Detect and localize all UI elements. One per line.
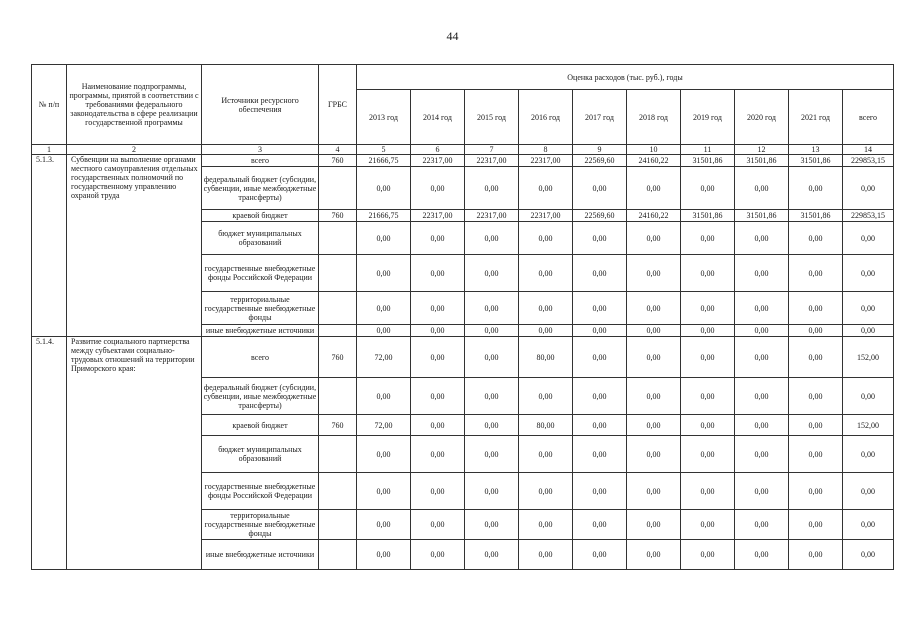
value-cell: 0,00 xyxy=(735,510,789,540)
grbs-code xyxy=(319,378,357,415)
item-name: Субвенции на выполнение органами местного самоуправления отдельных государственных полномочий по государственному управлению охраной труда xyxy=(67,155,202,337)
value-cell: 0,00 xyxy=(465,378,519,415)
column-number: 3 xyxy=(202,145,319,155)
value-cell: 0,00 xyxy=(843,540,894,570)
value-cell: 0,00 xyxy=(465,292,519,325)
value-cell: 0,00 xyxy=(627,510,681,540)
grbs-code xyxy=(319,325,357,337)
value-cell: 229853,15 xyxy=(843,155,894,167)
header-col-num: № п/п xyxy=(32,65,67,145)
value-cell: 0,00 xyxy=(627,337,681,378)
column-number: 7 xyxy=(465,145,519,155)
grbs-code xyxy=(319,292,357,325)
header-col-name: Наименование подпрограммы, программы, приятой в соответствии с требованиями федерального законодательства в сфере реализации государственной программы xyxy=(67,65,202,145)
value-cell: 21666,75 xyxy=(357,210,411,222)
funding-source: всего xyxy=(202,337,319,378)
value-cell: 22317,00 xyxy=(465,155,519,167)
value-cell: 0,00 xyxy=(789,222,843,255)
value-cell: 0,00 xyxy=(735,255,789,292)
value-cell: 0,00 xyxy=(411,473,465,510)
value-cell: 0,00 xyxy=(519,167,573,210)
value-cell: 0,00 xyxy=(735,436,789,473)
item-name: Развитие социального партнерства между субъектами социально-трудовых отношений на территории Приморского края: xyxy=(67,337,202,570)
value-cell: 0,00 xyxy=(843,222,894,255)
value-cell: 0,00 xyxy=(843,255,894,292)
value-cell: 0,00 xyxy=(843,510,894,540)
value-cell: 0,00 xyxy=(789,167,843,210)
header-year: 2017 год xyxy=(573,90,627,145)
value-cell: 0,00 xyxy=(519,540,573,570)
value-cell: 0,00 xyxy=(573,325,627,337)
funding-source: государственные внебюджетные фонды Российской Федерации xyxy=(202,255,319,292)
value-cell: 0,00 xyxy=(357,325,411,337)
value-cell: 0,00 xyxy=(465,255,519,292)
value-cell: 31501,86 xyxy=(735,210,789,222)
header-year: всего xyxy=(843,90,894,145)
value-cell: 0,00 xyxy=(573,415,627,436)
value-cell: 0,00 xyxy=(357,540,411,570)
value-cell: 0,00 xyxy=(357,378,411,415)
value-cell: 0,00 xyxy=(411,415,465,436)
value-cell: 152,00 xyxy=(843,415,894,436)
value-cell: 0,00 xyxy=(573,510,627,540)
value-cell: 72,00 xyxy=(357,415,411,436)
value-cell: 229853,15 xyxy=(843,210,894,222)
header-year: 2014 год xyxy=(411,90,465,145)
value-cell: 0,00 xyxy=(681,510,735,540)
value-cell: 0,00 xyxy=(627,325,681,337)
value-cell: 0,00 xyxy=(519,255,573,292)
value-cell: 0,00 xyxy=(735,325,789,337)
value-cell: 0,00 xyxy=(465,473,519,510)
grbs-code: 760 xyxy=(319,415,357,436)
funding-source: бюджет муниципальных образований xyxy=(202,222,319,255)
value-cell: 0,00 xyxy=(681,473,735,510)
value-cell: 80,00 xyxy=(519,337,573,378)
value-cell: 0,00 xyxy=(627,436,681,473)
value-cell: 80,00 xyxy=(519,415,573,436)
value-cell: 0,00 xyxy=(681,378,735,415)
header-year: 2013 год xyxy=(357,90,411,145)
grbs-code xyxy=(319,222,357,255)
funding-source: территориальные государственные внебюджетные фонды xyxy=(202,292,319,325)
header-year: 2018 год xyxy=(627,90,681,145)
value-cell: 0,00 xyxy=(573,255,627,292)
value-cell: 22317,00 xyxy=(519,210,573,222)
value-cell: 0,00 xyxy=(627,222,681,255)
value-cell: 0,00 xyxy=(465,337,519,378)
funding-source: территориальные государственные внебюджетные фонды xyxy=(202,510,319,540)
item-number: 5.1.4. xyxy=(32,337,67,570)
value-cell: 0,00 xyxy=(465,436,519,473)
value-cell: 0,00 xyxy=(357,167,411,210)
grbs-code: 760 xyxy=(319,337,357,378)
header-year: 2021 год xyxy=(789,90,843,145)
value-cell: 0,00 xyxy=(735,292,789,325)
value-cell: 0,00 xyxy=(735,540,789,570)
value-cell: 0,00 xyxy=(573,337,627,378)
value-cell: 0,00 xyxy=(735,415,789,436)
funding-source: федеральный бюджет (субсидии, субвенции, иные межбюджетные трансферты) xyxy=(202,378,319,415)
value-cell: 0,00 xyxy=(789,255,843,292)
column-number: 2 xyxy=(67,145,202,155)
value-cell: 0,00 xyxy=(681,436,735,473)
value-cell: 0,00 xyxy=(627,415,681,436)
value-cell: 0,00 xyxy=(627,540,681,570)
funding-source: федеральный бюджет (субсидии, субвенции, иные межбюджетные трансферты) xyxy=(202,167,319,210)
value-cell: 24160,22 xyxy=(627,155,681,167)
table-header xyxy=(32,65,894,155)
column-number: 11 xyxy=(681,145,735,155)
value-cell: 0,00 xyxy=(411,222,465,255)
table-row xyxy=(32,337,894,378)
value-cell: 0,00 xyxy=(627,255,681,292)
grbs-code xyxy=(319,510,357,540)
column-number: 9 xyxy=(573,145,627,155)
page-number: 44 xyxy=(446,29,459,43)
value-cell: 22569,60 xyxy=(573,210,627,222)
value-cell: 0,00 xyxy=(681,167,735,210)
value-cell: 0,00 xyxy=(411,325,465,337)
header-col-source: Источники ресурсного обеспечения xyxy=(202,65,319,145)
value-cell: 22317,00 xyxy=(465,210,519,222)
value-cell: 0,00 xyxy=(789,337,843,378)
column-number: 1 xyxy=(32,145,67,155)
value-cell: 0,00 xyxy=(681,337,735,378)
value-cell: 0,00 xyxy=(843,167,894,210)
value-cell: 0,00 xyxy=(519,325,573,337)
value-cell: 0,00 xyxy=(573,540,627,570)
table-body xyxy=(32,155,894,570)
funding-source: всего xyxy=(202,155,319,167)
value-cell: 0,00 xyxy=(411,255,465,292)
value-cell: 0,00 xyxy=(735,222,789,255)
value-cell: 0,00 xyxy=(465,415,519,436)
value-cell: 0,00 xyxy=(465,167,519,210)
value-cell: 0,00 xyxy=(411,540,465,570)
grbs-code: 760 xyxy=(319,210,357,222)
value-cell: 0,00 xyxy=(789,510,843,540)
value-cell: 0,00 xyxy=(627,292,681,325)
value-cell: 0,00 xyxy=(627,167,681,210)
value-cell: 0,00 xyxy=(843,292,894,325)
value-cell: 0,00 xyxy=(573,473,627,510)
value-cell: 31501,86 xyxy=(789,155,843,167)
value-cell: 0,00 xyxy=(681,325,735,337)
header-year: 2019 год xyxy=(681,90,735,145)
value-cell: 0,00 xyxy=(789,415,843,436)
value-cell: 0,00 xyxy=(519,378,573,415)
value-cell: 0,00 xyxy=(627,378,681,415)
value-cell: 0,00 xyxy=(681,255,735,292)
value-cell: 31501,86 xyxy=(681,210,735,222)
value-cell: 22317,00 xyxy=(411,210,465,222)
funding-source: иные внебюджетные источники xyxy=(202,325,319,337)
value-cell: 0,00 xyxy=(735,473,789,510)
value-cell: 22569,60 xyxy=(573,155,627,167)
value-cell: 0,00 xyxy=(573,436,627,473)
value-cell: 0,00 xyxy=(843,325,894,337)
value-cell: 0,00 xyxy=(681,415,735,436)
value-cell: 24160,22 xyxy=(627,210,681,222)
value-cell: 0,00 xyxy=(519,436,573,473)
value-cell: 0,00 xyxy=(357,292,411,325)
value-cell: 0,00 xyxy=(573,378,627,415)
header-col-grbs: ГРБС xyxy=(319,65,357,145)
value-cell: 0,00 xyxy=(357,473,411,510)
grbs-code xyxy=(319,540,357,570)
value-cell: 31501,86 xyxy=(789,210,843,222)
value-cell: 0,00 xyxy=(681,540,735,570)
header-year: 2020 год xyxy=(735,90,789,145)
value-cell: 0,00 xyxy=(465,540,519,570)
value-cell: 22317,00 xyxy=(519,155,573,167)
value-cell: 0,00 xyxy=(843,436,894,473)
column-number: 10 xyxy=(627,145,681,155)
value-cell: 31501,86 xyxy=(735,155,789,167)
value-cell: 0,00 xyxy=(465,222,519,255)
value-cell: 0,00 xyxy=(411,337,465,378)
funding-source: иные внебюджетные источники xyxy=(202,540,319,570)
budget-table xyxy=(31,64,894,570)
value-cell: 0,00 xyxy=(789,325,843,337)
value-cell: 0,00 xyxy=(735,167,789,210)
grbs-code xyxy=(319,436,357,473)
value-cell: 0,00 xyxy=(843,378,894,415)
value-cell: 0,00 xyxy=(357,222,411,255)
grbs-code xyxy=(319,473,357,510)
grbs-code: 760 xyxy=(319,155,357,167)
header-year: 2015 год xyxy=(465,90,519,145)
value-cell: 0,00 xyxy=(519,510,573,540)
column-number: 14 xyxy=(843,145,894,155)
value-cell: 0,00 xyxy=(789,292,843,325)
value-cell: 31501,86 xyxy=(681,155,735,167)
value-cell: 0,00 xyxy=(519,222,573,255)
table-row xyxy=(32,155,894,167)
funding-source: краевой бюджет xyxy=(202,415,319,436)
value-cell: 0,00 xyxy=(573,167,627,210)
value-cell: 21666,75 xyxy=(357,155,411,167)
value-cell: 0,00 xyxy=(789,378,843,415)
value-cell: 0,00 xyxy=(843,473,894,510)
value-cell: 0,00 xyxy=(465,325,519,337)
column-number: 4 xyxy=(319,145,357,155)
column-number: 8 xyxy=(519,145,573,155)
header-year: 2016 год xyxy=(519,90,573,145)
value-cell: 22317,00 xyxy=(411,155,465,167)
value-cell: 0,00 xyxy=(573,222,627,255)
value-cell: 0,00 xyxy=(573,292,627,325)
funding-source: бюджет муниципальных образований xyxy=(202,436,319,473)
value-cell: 72,00 xyxy=(357,337,411,378)
value-cell: 0,00 xyxy=(411,292,465,325)
value-cell: 0,00 xyxy=(465,510,519,540)
column-number: 5 xyxy=(357,145,411,155)
header-column-numbers xyxy=(32,145,894,155)
value-cell: 152,00 xyxy=(843,337,894,378)
item-number: 5.1.3. xyxy=(32,155,67,337)
value-cell: 0,00 xyxy=(411,378,465,415)
grbs-code xyxy=(319,167,357,210)
column-number: 6 xyxy=(411,145,465,155)
value-cell: 0,00 xyxy=(789,436,843,473)
value-cell: 0,00 xyxy=(681,222,735,255)
value-cell: 0,00 xyxy=(357,255,411,292)
value-cell: 0,00 xyxy=(411,510,465,540)
column-number: 12 xyxy=(735,145,789,155)
value-cell: 0,00 xyxy=(735,378,789,415)
value-cell: 0,00 xyxy=(357,510,411,540)
grbs-code xyxy=(319,255,357,292)
value-cell: 0,00 xyxy=(735,337,789,378)
funding-source: краевой бюджет xyxy=(202,210,319,222)
value-cell: 0,00 xyxy=(627,473,681,510)
funding-source: государственные внебюджетные фонды Российской Федерации xyxy=(202,473,319,510)
header-col-estimate: Оценка расходов (тыс. руб.), годы xyxy=(357,65,894,90)
value-cell: 0,00 xyxy=(789,540,843,570)
value-cell: 0,00 xyxy=(357,436,411,473)
value-cell: 0,00 xyxy=(519,473,573,510)
value-cell: 0,00 xyxy=(411,167,465,210)
value-cell: 0,00 xyxy=(789,473,843,510)
column-number: 13 xyxy=(789,145,843,155)
value-cell: 0,00 xyxy=(519,292,573,325)
value-cell: 0,00 xyxy=(681,292,735,325)
value-cell: 0,00 xyxy=(411,436,465,473)
